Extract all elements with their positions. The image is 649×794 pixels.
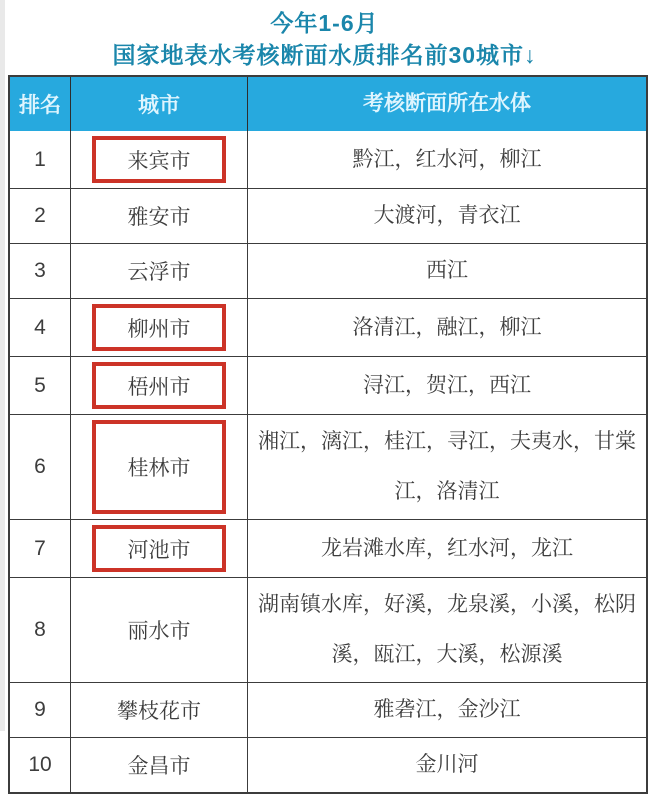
city-label: 云浮市	[127, 261, 191, 284]
water-bodies-cell: 金川河	[247, 738, 646, 792]
water-bodies-cell: 龙岩滩水库，红水河，龙江	[247, 520, 646, 577]
rank-cell: 5	[34, 373, 46, 397]
table-row	[10, 356, 646, 414]
table-row	[10, 519, 646, 577]
table-row	[10, 737, 646, 792]
header-city: 城市	[70, 77, 247, 131]
rank-cell: 1	[34, 147, 46, 171]
water-bodies-cell: 湖南镇水库，好溪，龙泉溪，小溪，松阴溪，瓯江，大溪，松源溪	[247, 578, 646, 682]
city-cell	[70, 244, 247, 298]
header-rank: 排名	[19, 94, 61, 117]
table-body	[10, 131, 646, 792]
city-label: 丽水市	[127, 620, 191, 643]
table-row	[10, 414, 646, 519]
header-water: 考核断面所在水体	[247, 77, 646, 131]
title-line-1: 今年1-6月	[270, 10, 379, 36]
rank-cell: 3	[34, 259, 46, 282]
city-cell	[70, 683, 247, 737]
rank-cell: 9	[34, 698, 46, 721]
city-label: 攀枝花市	[117, 700, 201, 723]
water-bodies-cell: 黔江，红水河，柳江	[247, 131, 646, 188]
water-bodies-cell: 西江	[247, 244, 646, 298]
city-cell	[70, 131, 247, 188]
table-row	[10, 577, 646, 682]
water-bodies-cell: 大渡河，青衣江	[247, 189, 646, 243]
city-label: 来宾市	[92, 136, 226, 183]
rank-cell: 4	[34, 315, 46, 339]
table-row	[10, 131, 646, 188]
table-row	[10, 188, 646, 243]
title-block	[0, 0, 649, 75]
rank-cell: 2	[34, 204, 46, 227]
city-cell	[70, 299, 247, 356]
water-bodies-cell: 洛清江，融江，柳江	[247, 299, 646, 356]
table-header-row	[10, 77, 646, 131]
table-row	[10, 243, 646, 298]
table-row	[10, 682, 646, 737]
city-cell	[70, 738, 247, 792]
water-quality-ranking-table	[8, 75, 648, 794]
title-line-2: 国家地表水考核断面水质排名前30城市↓	[112, 42, 537, 68]
city-label: 雅安市	[127, 206, 191, 229]
city-label: 柳州市	[92, 304, 226, 351]
city-cell	[70, 189, 247, 243]
city-label: 梧州市	[92, 362, 226, 409]
city-cell	[70, 357, 247, 414]
city-label: 河池市	[92, 525, 226, 572]
water-bodies-cell: 湘江，漓江，桂江，寻江，夫夷水，甘棠江，洛清江	[247, 415, 646, 519]
rank-cell: 10	[28, 753, 52, 776]
water-bodies-cell: 浔江，贺江，西江	[247, 357, 646, 414]
water-bodies-cell: 雅砻江，金沙江	[247, 683, 646, 737]
city-cell	[70, 578, 247, 682]
city-cell	[70, 415, 247, 519]
rank-cell: 6	[34, 455, 46, 478]
city-cell	[70, 520, 247, 577]
city-label: 金昌市	[127, 755, 191, 778]
rank-cell: 7	[34, 536, 46, 560]
table-row	[10, 298, 646, 356]
rank-cell: 8	[34, 618, 46, 641]
city-label: 桂林市	[92, 420, 226, 514]
left-edge-artifact	[0, 0, 5, 731]
